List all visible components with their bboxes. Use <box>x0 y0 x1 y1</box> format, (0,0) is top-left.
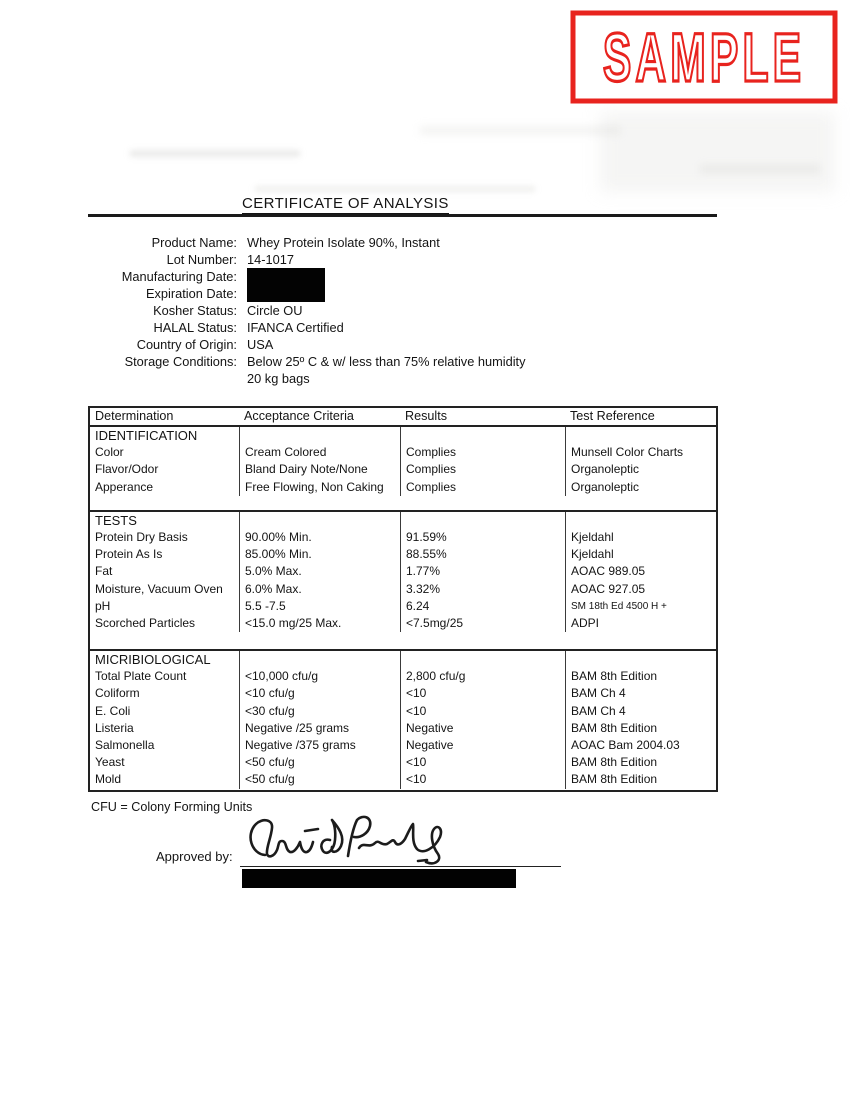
product-info-row <box>88 353 688 387</box>
table-row <box>90 581 716 598</box>
table-cell: Apperance <box>95 479 154 494</box>
table-cell: Moisture, Vacuum Oven <box>95 581 223 596</box>
table-cell: Bland Dairy Note/None <box>239 461 400 478</box>
table-cell <box>565 512 716 529</box>
table-section-tests <box>90 510 716 649</box>
field-label: Lot Number: <box>166 252 237 267</box>
table-cell: <10 <box>400 703 565 720</box>
table-row <box>90 615 716 632</box>
table-cell: Complies <box>400 461 565 478</box>
field-label: HALAL Status: <box>153 320 237 335</box>
table-cell <box>565 427 716 444</box>
sample-stamp <box>570 10 838 104</box>
table-cell: <15.0 mg/25 Max. <box>239 615 400 632</box>
table-cell: BAM 8th Edition <box>565 771 716 788</box>
table-row <box>90 563 716 580</box>
table-cell: BAM Ch 4 <box>565 703 716 720</box>
table-cell: Negative /375 grams <box>239 737 400 754</box>
table-cell: Protein As Is <box>95 547 163 562</box>
section-title: MICRIBIOLOGICAL <box>95 652 211 668</box>
table-cell: Negative <box>400 737 565 754</box>
table-row <box>90 546 716 563</box>
table-cell: Kjeldahl <box>565 546 716 563</box>
field-label: Manufacturing Date: <box>121 269 237 284</box>
product-info-row <box>88 336 688 353</box>
table-cell: Negative /25 grams <box>239 720 400 737</box>
field-value: Circle OU <box>247 303 303 318</box>
section-title: IDENTIFICATION <box>95 428 198 443</box>
section-header-row <box>90 427 716 444</box>
stamp-text: SAMPLE <box>602 19 806 97</box>
table-cell: BAM 8th Edition <box>565 720 716 737</box>
table-cell: Color <box>95 445 124 460</box>
table-cell: AOAC Bam 2004.03 <box>565 737 716 754</box>
column-header: Test Reference <box>570 409 655 423</box>
page-title: CERTIFICATE OF ANALYSIS <box>242 195 449 212</box>
coa-table <box>88 406 718 792</box>
table-row <box>90 479 716 496</box>
scan-artifact <box>700 165 820 173</box>
table-cell: BAM 8th Edition <box>565 668 716 685</box>
table-cell: Free Flowing, Non Caking <box>239 479 400 496</box>
table-cell: 91.59% <box>400 529 565 546</box>
table-cell: 6.0% Max. <box>239 581 400 598</box>
table-cell: <50 cfu/g <box>239 771 400 788</box>
table-cell: Kjeldahl <box>565 529 716 546</box>
field-label: Storage Conditions: <box>124 354 237 369</box>
cfu-footnote: CFU = Colony Forming Units <box>91 800 253 814</box>
table-row <box>90 771 716 788</box>
table-cell: Scorched Particles <box>95 615 196 630</box>
table-cell: Protein Dry Basis <box>95 529 188 544</box>
table-cell: <30 cfu/g <box>239 703 400 720</box>
table-cell: 88.55% <box>400 546 565 563</box>
table-section-identification <box>90 427 716 510</box>
table-cell: Complies <box>400 479 565 496</box>
table-cell: AOAC 927.05 <box>565 581 716 598</box>
product-info <box>88 234 688 387</box>
table-row <box>90 720 716 737</box>
table-cell: Complies <box>400 444 565 461</box>
approved-by-label: Approved by: <box>156 849 233 864</box>
column-header: Acceptance Criteria <box>244 409 354 423</box>
table-row <box>90 668 716 685</box>
scan-artifact <box>255 186 535 192</box>
table-cell: 90.00% Min. <box>239 529 400 546</box>
scan-artifact <box>420 126 620 135</box>
table-cell: AOAC 989.05 <box>565 563 716 580</box>
field-label: Expiration Date: <box>145 286 237 301</box>
table-cell: Munsell Color Charts <box>565 444 716 461</box>
table-cell: BAM 8th Edition <box>565 754 716 771</box>
table-row <box>90 685 716 702</box>
product-info-row <box>88 319 688 336</box>
table-row <box>90 444 716 461</box>
product-info-row <box>88 302 688 319</box>
product-info-row <box>88 268 688 285</box>
table-row <box>90 737 716 754</box>
table-cell <box>565 651 716 668</box>
section-header-row <box>90 651 716 668</box>
section-title: TESTS <box>95 512 137 528</box>
table-row <box>90 529 716 546</box>
field-value-line2: 20 kg bags <box>247 371 310 386</box>
table-row <box>90 461 716 478</box>
field-label: Country of Origin: <box>136 337 237 352</box>
table-cell: <10 cfu/g <box>239 685 400 702</box>
table-cell: <10 <box>400 771 565 788</box>
table-cell: Listeria <box>95 720 134 735</box>
field-value: USA <box>247 337 274 352</box>
table-cell <box>239 427 400 444</box>
table-cell: 5.5 -7.5 <box>239 598 400 615</box>
table-cell: Mold <box>95 772 122 787</box>
section-header-row <box>90 512 716 529</box>
table-cell: Fat <box>95 564 113 579</box>
table-cell: 6.24 <box>400 598 565 615</box>
table-cell: Yeast <box>95 755 125 770</box>
table-cell: Coliform <box>95 686 140 701</box>
table-cell: Salmonella <box>95 738 155 752</box>
table-cell: <10 <box>400 754 565 771</box>
scan-artifact <box>130 150 300 157</box>
field-value <box>242 268 325 285</box>
product-info-row <box>88 234 688 251</box>
table-cell <box>239 512 400 529</box>
table-row <box>90 598 716 615</box>
coa-table-body <box>90 427 716 790</box>
table-cell: 1.77% <box>400 563 565 580</box>
field-value: IFANCA Certified <box>247 320 344 335</box>
table-cell: Cream Colored <box>239 444 400 461</box>
table-header-row <box>90 408 716 427</box>
table-cell: 3.32% <box>400 581 565 598</box>
field-value: Below 25º C & w/ less than 75% relative humidity 20 kg bags <box>247 354 526 386</box>
table-cell: Organoleptic <box>565 479 716 496</box>
signature-redaction-box <box>242 869 516 888</box>
table-cell: Organoleptic <box>565 461 716 478</box>
table-cell: <10 <box>400 685 565 702</box>
table-cell: 2,800 cfu/g <box>400 668 565 685</box>
table-cell <box>400 512 565 529</box>
sample-stamp-graphic <box>570 10 838 104</box>
field-label: Kosher Status: <box>153 303 237 318</box>
table-cell: E. Coli <box>95 703 131 718</box>
table-row <box>90 703 716 720</box>
signature-line <box>240 866 561 867</box>
table-cell: Negative <box>400 720 565 737</box>
table-cell: pH <box>95 598 111 613</box>
table-cell: <7.5mg/25 <box>400 615 565 632</box>
column-header: Determination <box>95 409 174 423</box>
product-info-row <box>88 285 688 302</box>
field-label: Product Name: <box>151 235 237 250</box>
table-cell <box>400 427 565 444</box>
table-cell: BAM Ch 4 <box>565 685 716 702</box>
table-cell: SM 18th Ed 4500 H + <box>565 598 716 615</box>
product-info-row <box>88 251 688 268</box>
title-rule <box>88 214 717 217</box>
table-cell: <50 cfu/g <box>239 754 400 771</box>
table-section-micribiological <box>90 649 716 790</box>
field-value <box>242 285 325 302</box>
table-cell: 85.00% Min. <box>239 546 400 563</box>
table-cell: ADPI <box>565 615 716 632</box>
table-cell: Total Plate Count <box>95 669 187 684</box>
scan-artifact <box>600 112 835 192</box>
column-header: Results <box>405 409 447 423</box>
table-cell <box>400 651 565 668</box>
table-cell: 5.0% Max. <box>239 563 400 580</box>
field-value: 14-1017 <box>247 252 294 267</box>
redaction-box <box>247 285 325 302</box>
table-row <box>90 754 716 771</box>
table-cell: Flavor/Odor <box>95 462 159 477</box>
redaction-box <box>247 268 325 285</box>
table-cell: <10,000 cfu/g <box>239 668 400 685</box>
field-value: Whey Protein Isolate 90%, Instant <box>247 235 440 250</box>
signature-graphic <box>242 814 462 870</box>
table-cell <box>239 651 400 668</box>
